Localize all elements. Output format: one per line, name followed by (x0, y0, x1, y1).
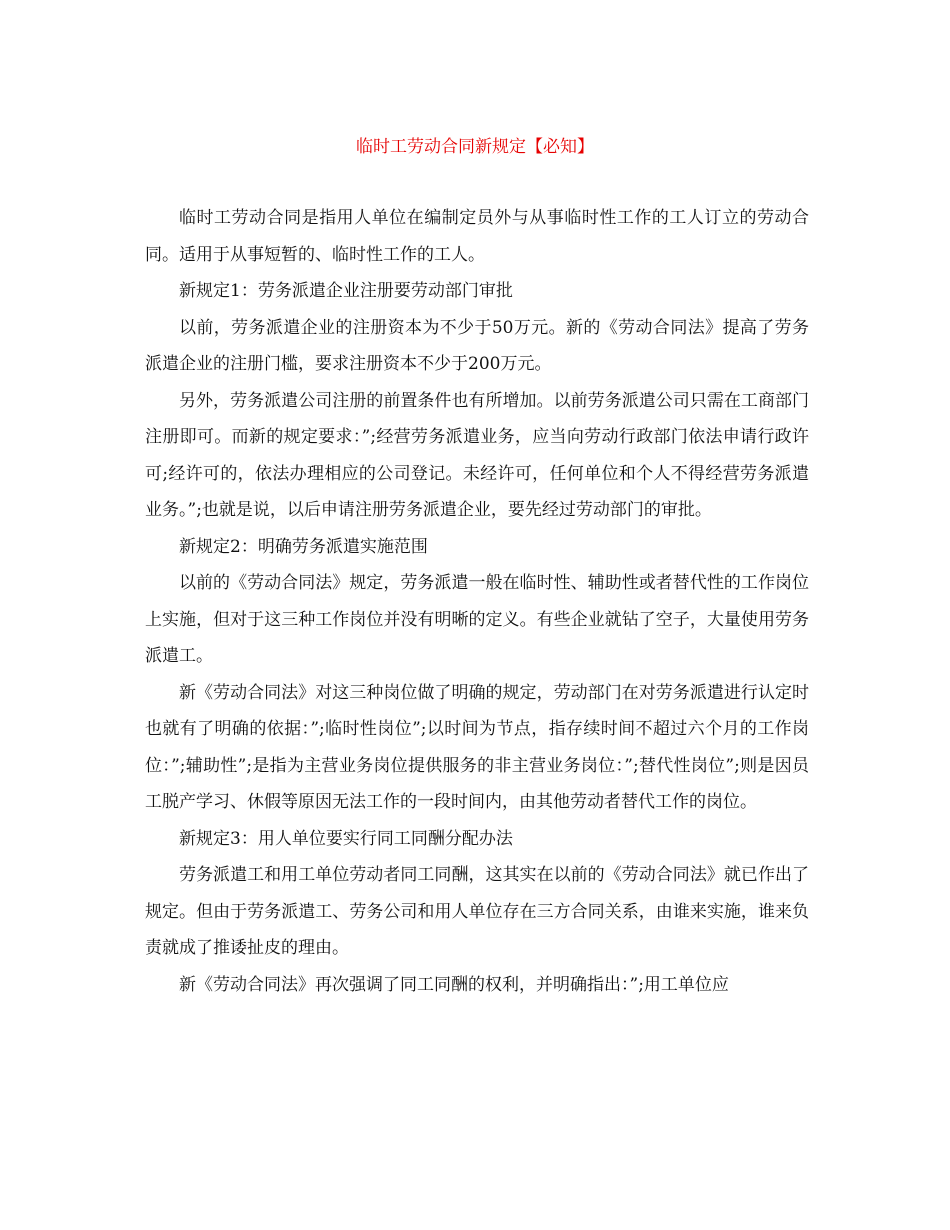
heading-rule-2: 新规定2：明确劳务派遣实施范围 (179, 536, 428, 557)
document-body (145, 200, 809, 1003)
paragraph-rule-1-approval: 另外，劳务派遣公司注册的前置条件也有所增加。以前劳务派遣公司只需在工商部门注册即可。而新的规定要求：”;经营劳务派遣业务，应当向劳动行政部门依法申请行政许可;经许可的，依法办理相应的公司登记。未经许可，任何单位和个人不得经营劳务派遣业务。”;也就是说，以后申请注册劳务派遣企业，要先经过劳动部门的审批。 (145, 390, 809, 520)
paragraph-rule-3-background: 劳务派遣工和用工单位劳动者同工同酬，这其实在以前的《劳动合同法》就已作出了规定。但由于劳务派遣工、劳务公司和用人单位存在三方合同关系，由谁来实施，谁来负责就成了推诿扯皮的理由。 (145, 865, 809, 958)
heading-rule-3: 新规定3：用人单位要实行同工同酬分配办法 (179, 828, 513, 849)
document-title: 临时工劳动合同新规定【必知】 (356, 137, 594, 157)
paragraph-rule-1-capital: 以前，劳务派遣企业的注册资本为不少于50万元。新的《劳动合同法》提高了劳务派遣企业的注册门槛，要求注册资本不少于200万元。 (145, 317, 809, 374)
paragraph-rule-2-background: 以前的《劳动合同法》规定，劳务派遣一般在临时性、辅助性或者替代性的工作岗位上实施，但对于这三种工作岗位并没有明晰的定义。有些企业就钻了空子，大量使用劳务派遣工。 (145, 573, 809, 666)
paragraph-intro: 临时工劳动合同是指用人单位在编制定员外与从事临时性工作的工人订立的劳动合同。适用于从事短暂的、临时性工作的工人。 (145, 208, 809, 265)
heading-rule-1: 新规定1：劳务派遣企业注册要劳动部门审批 (179, 281, 513, 301)
paragraph-rule-2-definitions: 新《劳动合同法》对这三种岗位做了明确的规定，劳动部门在对劳务派遣进行认定时也就有了明确的依据：”;临时性岗位”;以时间为节点，指存续时间不超过六个月的工作岗位：”;辅助性”;是指为主营业务岗位提供服务的非主营业务岗位：”;替代性岗位”;则是因员工脱产学习、休假等原因无法工作的一段时间内，由其他劳动者替代工作的岗位。 (145, 682, 809, 812)
paragraph-rule-3-emphasis: 新《劳动合同法》再次强调了同工同酬的权利，并明确指出：”;用工单位应 (179, 974, 729, 995)
